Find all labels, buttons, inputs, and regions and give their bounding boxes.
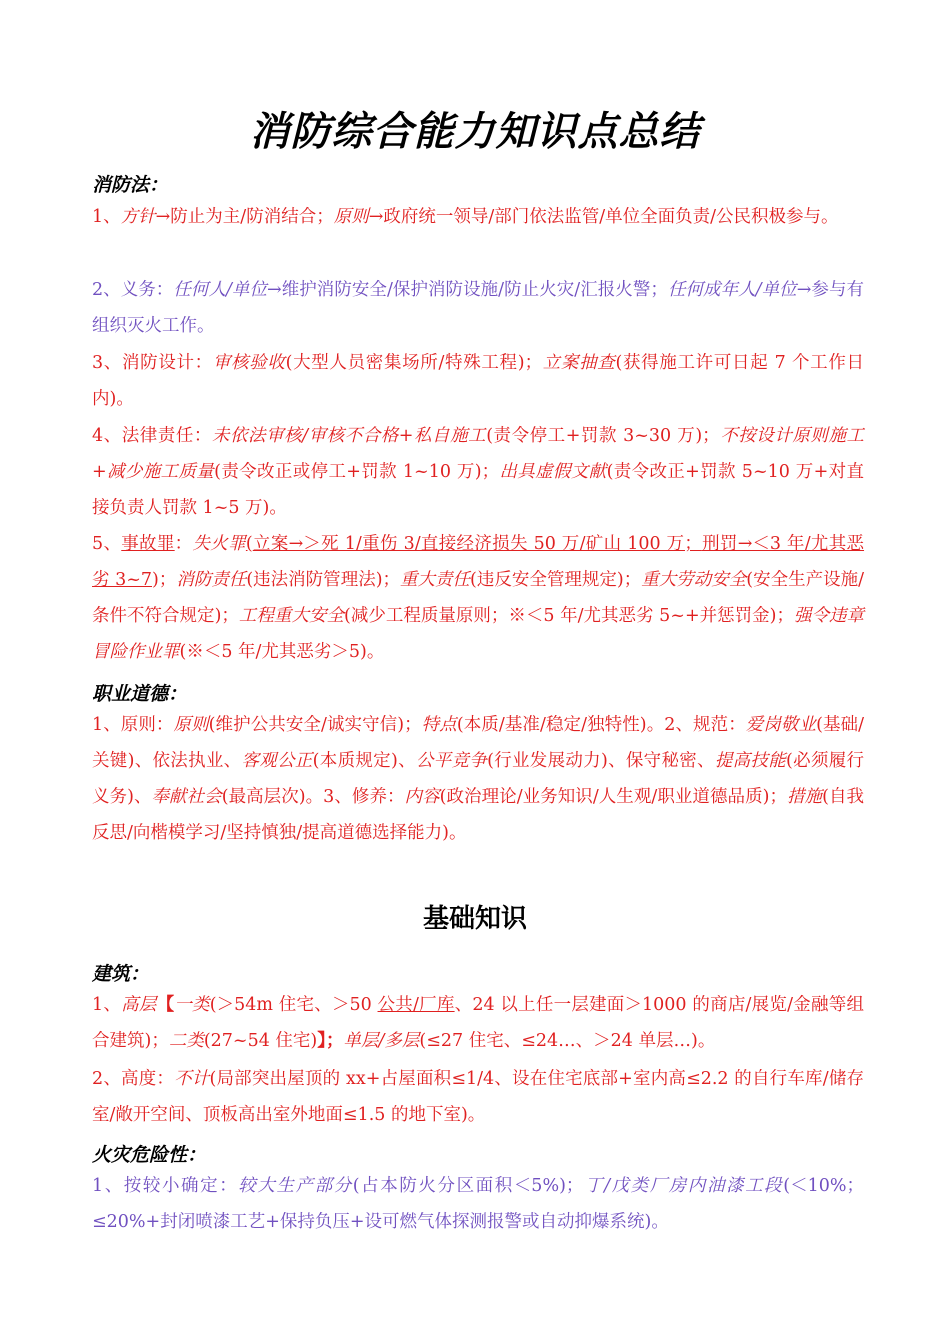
text-run: (必须履行义务)、 (92, 751, 865, 807)
text-run: (安全生产设施/条件不符合规定)； (92, 570, 865, 626)
section-heading-professional-ethics: 职业道德： (92, 683, 188, 705)
text-run: (责令改正+罚款 5~10 万+对直接负责人罚款 1~5 万)。 (92, 462, 865, 518)
text-run: (违法消防管理法)； (246, 570, 401, 590)
text-run: →政府统一领导/部门依法监管/单位全面负责/公民积极参与。 (368, 207, 839, 227)
text-run: 高层 (121, 995, 157, 1015)
text-run: →防止为主/防消结合； (155, 207, 334, 227)
text-run: 较大生产部分 (238, 1176, 353, 1196)
text-run: 1、 (92, 207, 121, 227)
section-heading-fire-hazard: 火灾危险性： (92, 1144, 207, 1166)
text-run: 【 (156, 995, 175, 1015)
page-title: 消防综合能力知识点总结 (249, 109, 701, 155)
text-run: (减少工程质量原则；※＜5 年/尤其恶劣 5~+并惩罚金)； (343, 606, 794, 626)
text-run: 未依法审核/审核不合格+私自施工 (211, 426, 487, 446)
text-run: 原则 (333, 207, 369, 227)
text-run: 公平竞争 (415, 751, 488, 771)
text-run: 强令违章冒险作业罪 (92, 606, 865, 662)
text-run: 2、高度： (92, 1069, 175, 1089)
text-run: 任何人/单位 (173, 280, 268, 300)
text-run: 5、 (92, 534, 122, 554)
text-run: (获得施工许可日起 7 个工作日内)。 (92, 353, 865, 409)
text-run: 消防责任 (176, 570, 247, 590)
text-run: (大型人员密集场所/特殊工程)； (285, 353, 543, 373)
text-run: 提高技能 (714, 751, 787, 771)
text-run: 一类 (174, 995, 210, 1015)
text-run: 任何成年人/单位 (667, 280, 797, 300)
text-run: (违反安全管理规定)； (470, 570, 642, 590)
text-run: 1、按较小确定： (92, 1176, 239, 1196)
text-run: (＜10%；≤20%+封闭喷漆工艺+保持负压+设可燃气体探测报警或自动抑爆系统)。 (92, 1176, 864, 1232)
text-run: (占本防火分区面积＜5%)； (352, 1176, 584, 1196)
text-run: 公共/厂库 (377, 995, 455, 1015)
paragraph-building-2 (92, 1061, 864, 1133)
text-run: )； (152, 570, 177, 590)
text-run: 措施 (786, 787, 823, 807)
paragraph-fire-law-2 (92, 272, 864, 344)
text-run: (最高层次)。3、修养： (221, 787, 405, 807)
section-heading-fire-law: 消防法： (92, 174, 169, 196)
text-run: (责令改正或停工+罚款 1~10 万)； (214, 462, 500, 482)
paragraph-ethics-1 (92, 707, 864, 851)
text-run: ( (245, 534, 253, 554)
text-run: 立案抽查 (542, 353, 616, 373)
text-run: 】； (317, 1031, 344, 1051)
text-run: 特点 (421, 715, 457, 735)
text-run: 刑罚→＜3 年/尤其恶劣 3~7 (92, 534, 865, 590)
text-run: 2、义务： (92, 280, 174, 300)
text-run: 丁/戊类厂房内油漆工段 (583, 1176, 784, 1196)
text-run: (＞54m 住宅、＞50 (209, 995, 378, 1015)
text-run: (本质/基准/稳定/独特性)。2、规范： (456, 715, 746, 735)
section-title-basic-knowledge: 基础知识 (422, 904, 527, 934)
text-run: 方针 (120, 207, 156, 227)
paragraph-fire-law-3 (92, 345, 864, 417)
text-run: 不按设计原则施工+减少施工质量 (92, 426, 865, 482)
text-run: 立案→＞死 1/重伤 3/直接经济损失 50 万/矿山 100 万； (252, 534, 702, 554)
text-run: (责令停工+罚款 3~30 万)； (486, 426, 720, 446)
text-run: 失火罪 (192, 534, 246, 554)
text-run: 1、原则： (92, 715, 174, 735)
text-run: ： (174, 534, 193, 554)
text-run: 1、 (92, 995, 122, 1015)
text-run: →维护消防安全/保护消防设施/防止火灾/汇报火警； (267, 280, 668, 300)
text-run: 工程重大安全 (238, 606, 344, 626)
text-run: 审核验收 (212, 353, 286, 373)
text-run: 奉献社会 (151, 787, 222, 807)
text-run: 重大劳动安全 (641, 570, 747, 590)
text-run: (27~54 住宅) (203, 1031, 318, 1051)
text-run: 二类 (168, 1031, 204, 1051)
text-run: 、24 以上任一层建面＞1000 的商店/展览/金融等组合建筑)； (92, 995, 864, 1051)
text-run: 单层/多层 (343, 1031, 420, 1051)
text-run: (局部突出屋顶的 xx+占屋面积≤1/4、设在住宅底部+室内高≤2.2 的自行车库/储存室/敞开空间、顶板高出室外地面≤1.5 的地下室)。 (92, 1069, 865, 1125)
text-run: 出具虚假文献 (499, 462, 607, 482)
paragraph-fire-law-1 (92, 199, 864, 235)
text-run: (维护公共安全/诚实守信)； (208, 715, 422, 735)
text-run: (政治理论/业务知识/人生观/职业道德品质)； (439, 787, 787, 807)
text-run: (自我反思/向楷模学习/坚持慎独/提高道德选择能力)。 (92, 787, 865, 843)
text-run: (※＜5 年/尤其恶劣＞5)。 (179, 642, 385, 662)
paragraph-fire-law-5 (92, 526, 864, 670)
text-run: 不计 (174, 1069, 210, 1089)
text-run: (本质规定)、 (312, 751, 416, 771)
text-run: →参与有组织灭火工作。 (92, 280, 864, 336)
text-run: 客观公正 (241, 751, 313, 771)
section-heading-building: 建筑： (92, 963, 150, 985)
text-run: (行业发展动力)、保守秘密、 (487, 751, 715, 771)
text-run: 原则 (173, 715, 209, 735)
paragraph-fire-law-4 (92, 418, 864, 526)
paragraph-fire-hazard-1 (92, 1168, 864, 1240)
text-run: 3、消防设计： (92, 353, 213, 373)
paragraph-building-1 (92, 987, 864, 1059)
text-run: 内容 (404, 787, 440, 807)
text-run: 爱岗敬业 (745, 715, 817, 735)
text-run: 重大责任 (400, 570, 471, 590)
text-run: 事故罪 (121, 534, 175, 554)
text-run: (≤27 住宅、≤24…、＞24 单层…)。 (419, 1031, 716, 1051)
text-run: (基础/关键)、依法执业、 (92, 715, 865, 771)
text-run: 4、法律责任： (92, 426, 212, 446)
